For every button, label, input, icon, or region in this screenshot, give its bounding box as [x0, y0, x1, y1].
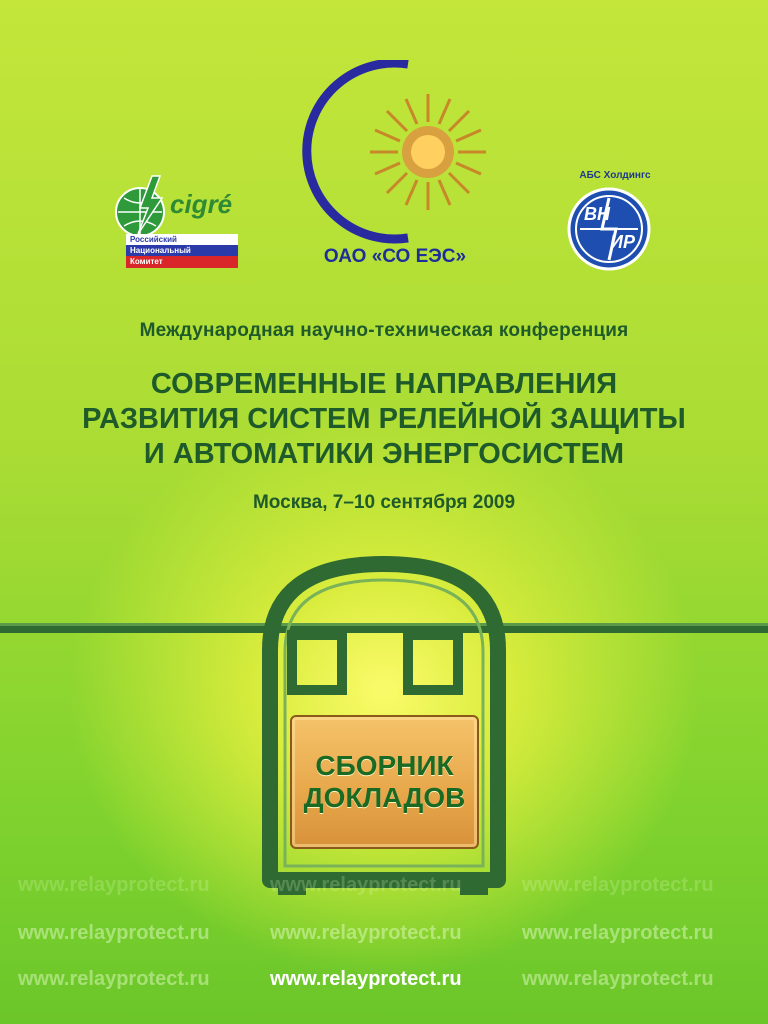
vniir-mark-top: ВН [584, 204, 610, 224]
plaque [290, 715, 479, 849]
title-line-3: И АВТОМАТИКИ ЭНЕРГОСИСТЕМ [143, 438, 625, 470]
abs-holding-label: АБС Холдингс [579, 170, 651, 181]
conference-type: Международная научно-техническая конференция [139, 320, 629, 341]
watermark-r3-c1: www.relayprotect.ru [18, 968, 210, 990]
watermark-r3-c3: www.relayprotect.ru [522, 968, 714, 990]
cigre-logo [112, 168, 240, 272]
cigre-line-1: Российский [130, 235, 177, 244]
cigre-brand: cigré [170, 189, 233, 219]
website-link[interactable]: www.relayprotect.ru [270, 968, 462, 990]
conference-place-date: Москва, 7–10 сентября 2009 [252, 492, 516, 513]
conference-title [0, 367, 768, 472]
title-line-2: РАЗВИТИЯ СИСТЕМ РЕЛЕЙНОЙ ЗАЩИТЫ [82, 403, 686, 435]
vniir-logo [566, 186, 652, 272]
watermark-r2-c1: www.relayprotect.ru [18, 922, 210, 944]
plaque-line-2: ДОКЛАДОВ [303, 782, 466, 813]
sun-icon [300, 60, 490, 250]
cigre-line-3: Комитет [130, 257, 163, 266]
watermark-r2-c3: www.relayprotect.ru [522, 922, 714, 944]
watermark-r1-c3: www.relayprotect.ru [522, 874, 714, 896]
plaque-line-1: СБОРНИК [315, 750, 454, 781]
watermark-r1-c2: www.relayprotect.ru [270, 874, 462, 896]
watermark-r2-c2: www.relayprotect.ru [270, 922, 462, 944]
title-line-1: СОВРЕМЕННЫЕ НАПРАВЛЕНИЯ [150, 368, 618, 400]
so-ees-name: ОАО «СО ЕЭС» [323, 246, 467, 267]
vniir-mark-bottom: ИР [610, 232, 635, 252]
watermark-r1-c1: www.relayprotect.ru [18, 874, 210, 896]
cigre-line-2: Национальный [130, 246, 191, 255]
so-ees-logo [300, 60, 490, 250]
vniir-emblem-icon [566, 186, 652, 272]
